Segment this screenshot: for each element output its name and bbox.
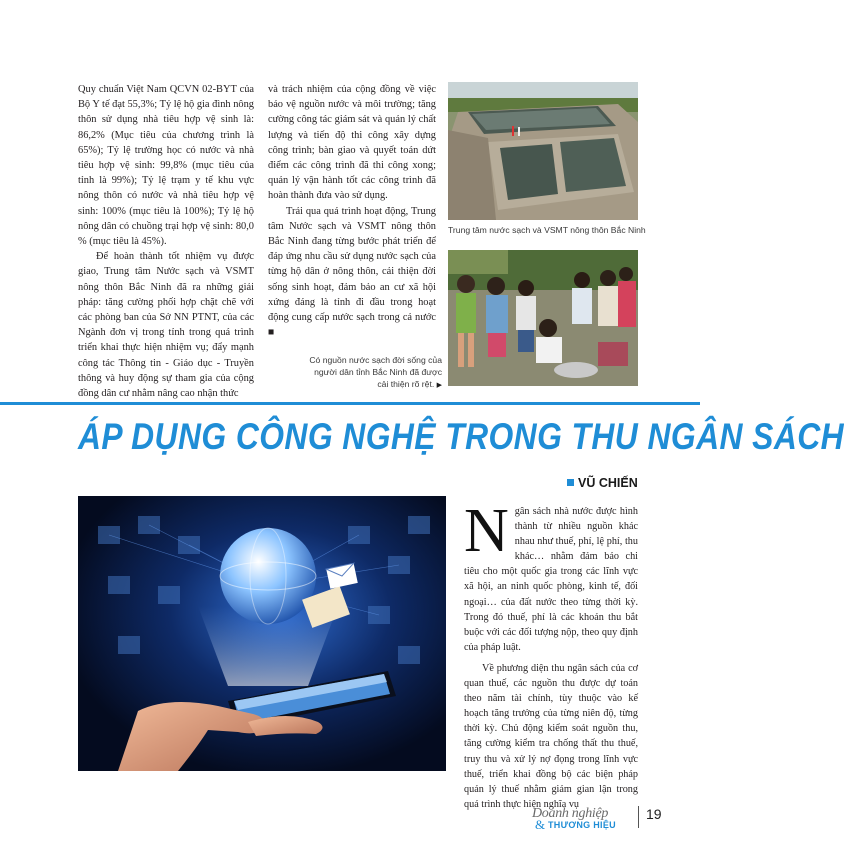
article-headline: ÁP DỤNG CÔNG NGHỆ TRONG THU NGÂN SÁCH: [78, 416, 844, 457]
article-paragraph-1: [464, 497, 638, 655]
article-body: [464, 497, 638, 812]
author-name: VŨ CHIẾN: [578, 476, 638, 490]
author-square-icon: [567, 479, 574, 486]
article-paragraph-1-text: gân sách nhà nước được hình thành từ nhiều nguồn khác nhau như thuế, phí, lệ phí, thu khác… nhằm đảm bảo chi tiêu cho một quốc gia trong các lĩnh vực xã hội, an ninh quốc phòng, kinh tế, đối ngoại… của đất nước theo từng thời kỳ. Trong đó thuế, phí là các khoản thu bắt buộc với các đối tượng nộp, theo quy định của pháp luật.: [464, 506, 638, 653]
technology-illustration: [78, 496, 446, 771]
water-treatment-caption: Trung tâm nước sạch và VSMT nông thôn Bắc Ninh: [448, 225, 646, 235]
column-middle: [268, 82, 436, 340]
footer-divider: [638, 806, 639, 828]
logo-line2: THƯƠNG HIỆU: [548, 820, 616, 830]
section-divider: [0, 402, 700, 405]
column-middle-paragraph-1: và trách nhiệm của cộng đồng về việc bảo vệ nguồn nước và môi trường; tăng cường công tác giám sát và quản lý chất lượng và tiến độ thi công xây dựng công trình; bàn giao và quyết toán dứt điểm các công trình đã thi công xong; quản lý vận hành tốt các công trình đã hoàn thành đưa vào sử dụng.: [268, 84, 436, 202]
water-treatment-photo: [448, 82, 638, 220]
logo-line1: Doanh nghiệp: [532, 806, 609, 821]
page-number: 19: [646, 806, 662, 822]
caption-arrow-icon: ▶: [436, 382, 442, 389]
children-washing-caption: [302, 354, 442, 392]
children-washing-photo: [448, 250, 638, 386]
article-author: [567, 476, 638, 490]
column-left-paragraph-1: Quy chuẩn Việt Nam QCVN 02-BYT của Bộ Y tế đạt 55,3%; Tỷ lệ hộ gia đình nông thôn sử dụng nhà tiêu hợp vệ sinh là: 86,2% (Mục tiêu của chương trình là 65%); Tỷ lệ trường học có nước và nhà tiêu hợp vệ sinh: 99,8% (mục tiêu của tỉnh là 99%); Tỷ lệ trạm y tế khu vực nông thôn có nước và nhà tiêu hợp vệ sinh: 100% (mục tiêu là 100%); Tỷ lệ hộ nông dân có chuồng trại hợp vệ sinh: 80,0 % (mục tiêu là 45%).: [78, 84, 254, 248]
logo-ampersand: &: [535, 817, 546, 832]
dropcap: N: [464, 497, 509, 565]
children-washing-caption-text: Có nguồn nước sạch đời sống của người dân tỉnh Bắc Ninh đã được cải thiện rõ rệt.: [309, 355, 442, 389]
article-paragraph-2: Về phương diện thu ngân sách của cơ quan thuế, các nguồn thu được dự toán theo năm tài chính, tùy thuộc vào kế hoạch tăng trưởng của từng niên độ, từng thời kỳ. Chủ động kiểm soát nguồn thu, tăng cường kiểm tra chống thất thu thuế, truy thu và xử lý nợ đọng trong lĩnh vực thuế, triển khai đồng bộ các biện pháp quản lý thuế nhằm giảm gian lận trong quá trình thực hiện nghĩa vụ: [464, 662, 638, 810]
column-middle-paragraph-2: Trải qua quá trình hoạt động, Trung tâm Nước sạch và VSMT nông thôn Bắc Ninh đang từng bước phát triển để đáp ứng nhu cầu sử dụng nước sạch của từng hộ dân ở nông thôn, cải thiện đời sống sinh hoạt, đảm bảo an cư xã hội xứng đáng là tỉnh đi đầu trong hoạt động cung cấp nước sạch trong cả nước ■: [268, 205, 436, 339]
magazine-logo: [532, 806, 632, 832]
column-left: [78, 82, 254, 401]
column-left-paragraph-2: Để hoàn thành tốt nhiệm vụ được giao, Trung tâm Nước sạch và VSMT nông thôn Bắc Ninh đã ra những giải pháp: tăng cường phối hợp chặt chẽ với các phòng ban của Sở NN PTNT, của các Ngành đơn vị trong tỉnh trong quá trình triển khai thực hiện nhiệm vụ; đẩy mạnh công tác Thông tin - Giáo dục - Truyền thông và huy động sự tham gia của cộng đồng dân cư nhằm nâng cao nhận thức: [78, 251, 254, 400]
